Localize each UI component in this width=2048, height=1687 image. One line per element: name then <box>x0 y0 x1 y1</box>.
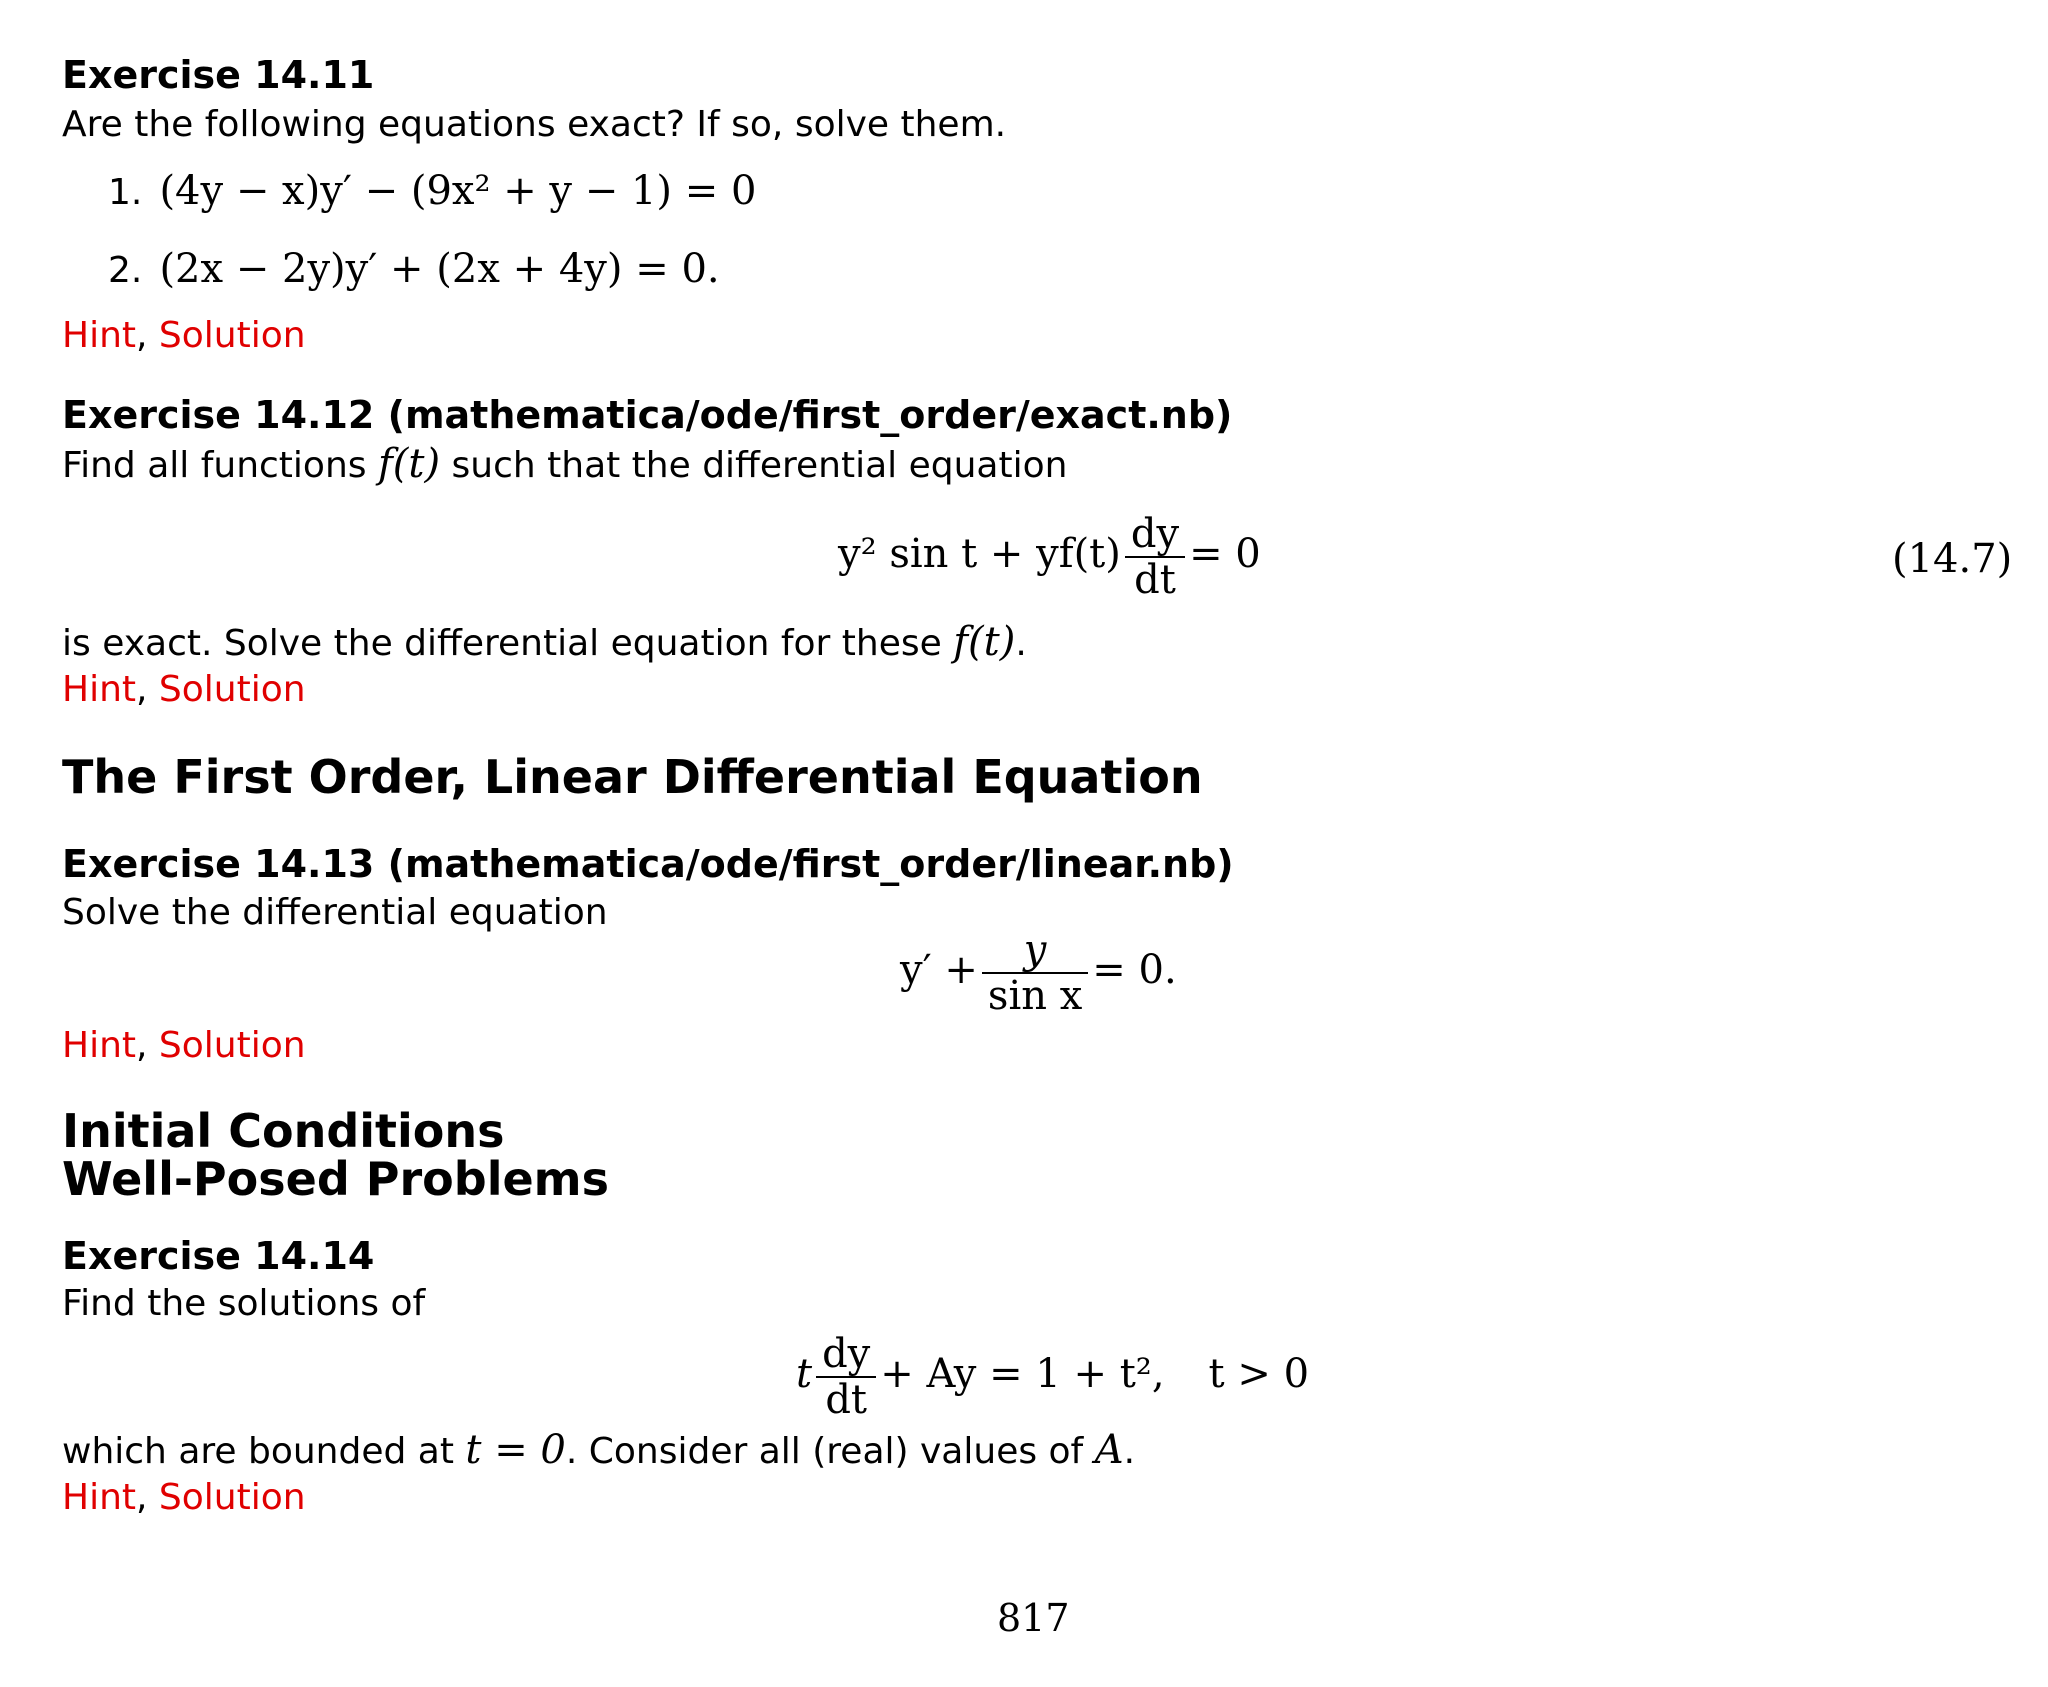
solution-link[interactable]: Solution <box>158 1025 306 1066</box>
text: Find all functions <box>62 445 378 486</box>
text: such that the differential equation <box>440 445 1068 486</box>
equation-14-7 <box>838 512 1261 602</box>
exercise-14-12-prompt <box>62 442 1067 488</box>
exercise-14-13-prompt: Solve the differential equation <box>62 892 608 933</box>
text: is exact. Solve the differential equation for these <box>62 623 954 664</box>
exercise-14-11-prompt: Are the following equations exact? If so, solve them. <box>62 104 1007 145</box>
text: . <box>1123 1431 1136 1472</box>
math-inline: f(t) <box>377 441 441 487</box>
separator: , <box>136 315 148 356</box>
exercise-14-11-links <box>62 314 306 358</box>
hint-link[interactable]: Hint <box>62 669 137 710</box>
exercise-14-12-followup <box>62 620 1027 666</box>
section-heading-initial-conditions: Initial Conditions <box>62 1104 505 1158</box>
text: . <box>1015 623 1027 664</box>
equation: (4y − x)y′ − (9x² + y − 1) = 0 <box>159 168 757 214</box>
solution-link[interactable]: Solution <box>158 669 306 710</box>
text: . Consider all (real) values of <box>565 1431 1095 1472</box>
equation-linear <box>900 928 1177 1018</box>
exercise-14-11-title: Exercise 14.11 <box>62 53 375 97</box>
exercise-14-12-title: Exercise 14.12 (mathematica/ode/first_order/exact.nb) <box>62 393 1233 437</box>
equation: (2x − 2y)y′ + (2x + 4y) = 0. <box>159 246 720 292</box>
equation-rest: + Ay = 1 + t², <box>880 1351 1165 1397</box>
fraction <box>816 1332 876 1422</box>
page-number: 817 <box>997 1596 1070 1640</box>
solution-link[interactable]: Solution <box>158 1477 306 1518</box>
exercise-14-12-links <box>62 668 306 712</box>
math-inline: A <box>1094 1427 1124 1473</box>
equation-pre: t <box>796 1351 813 1397</box>
separator: , <box>136 1025 148 1066</box>
list-marker: 1. <box>108 172 143 213</box>
exercise-14-11-item-2 <box>108 246 720 293</box>
math-inline: f(t) <box>953 619 1016 665</box>
exercise-14-14-links <box>62 1476 306 1520</box>
section-heading-linear: The First Order, Linear Differential Equation <box>62 750 1203 804</box>
fraction <box>982 928 1088 1018</box>
list-marker: 2. <box>108 250 143 291</box>
denominator: dt <box>1125 556 1185 602</box>
numerator: y <box>1023 927 1047 973</box>
equation-left: y′ + <box>900 947 978 993</box>
exercise-14-11-item-1 <box>108 168 756 215</box>
hint-link[interactable]: Hint <box>62 1477 137 1518</box>
denominator: dt <box>816 1376 876 1422</box>
numerator: dy <box>822 1331 871 1377</box>
separator: , <box>136 1477 148 1518</box>
denominator: sin x <box>982 972 1088 1018</box>
equation-condition: t > 0 <box>1208 1351 1310 1397</box>
solution-link[interactable]: Solution <box>158 315 306 356</box>
hint-link[interactable]: Hint <box>62 1025 137 1066</box>
hint-link[interactable]: Hint <box>62 315 137 356</box>
equation-left: y² sin t + yf(t) <box>838 531 1121 577</box>
exercise-14-14-followup <box>62 1428 1135 1474</box>
exercise-14-14-prompt: Find the solutions of <box>62 1283 426 1324</box>
exercise-14-13-links <box>62 1024 306 1068</box>
equation-right: = 0 <box>1189 531 1261 577</box>
text: which are bounded at <box>62 1431 466 1472</box>
fraction <box>1125 512 1185 602</box>
separator: , <box>136 669 148 710</box>
section-heading-well-posed: Well-Posed Problems <box>62 1152 609 1206</box>
exercise-14-13-title: Exercise 14.13 (mathematica/ode/first_order/linear.nb) <box>62 842 1234 886</box>
equation-bounded <box>796 1332 1309 1422</box>
equation-number: (14.7) <box>1892 536 2013 582</box>
equation-right: = 0. <box>1092 947 1177 993</box>
math-inline: t = 0 <box>465 1427 566 1473</box>
numerator: dy <box>1130 511 1180 557</box>
exercise-14-14-title: Exercise 14.14 <box>62 1234 375 1278</box>
